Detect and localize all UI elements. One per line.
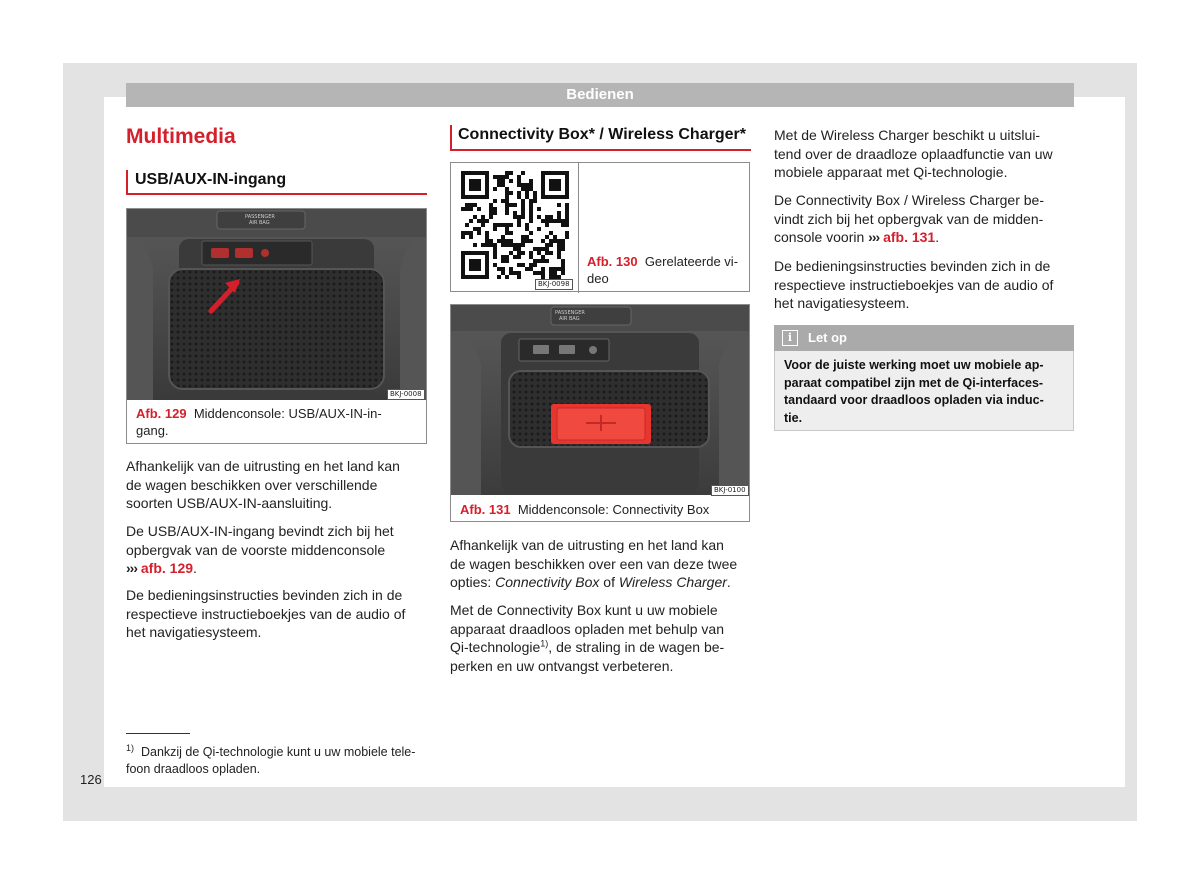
term-connectivity-box: Connectivity Box xyxy=(495,574,600,590)
text-line: de wagen beschikken over een van deze twee xyxy=(450,555,738,572)
note-line: tie. xyxy=(784,410,803,425)
caption-text: Middenconsole: Connectivity Box xyxy=(517,502,710,517)
note-line: Voor de juiste werking moet uw mobiele ap- xyxy=(784,358,1044,372)
text-line: De bedieningsinstructies bevinden zich in de xyxy=(774,258,1051,274)
figure-code: BKJ-0100 xyxy=(711,485,749,496)
console-usb-photo xyxy=(127,209,426,400)
note-line: paraat compatibel zijn met de Qi-interfaces- xyxy=(784,375,1044,390)
text-line: soorten USB/AUX-IN-aansluiting. xyxy=(126,495,333,511)
paragraph-mid-2 xyxy=(450,601,755,675)
figure-number: Afb. 130 xyxy=(587,254,638,269)
airbag-label-1: PASSENGER xyxy=(555,310,585,316)
footnote xyxy=(126,744,426,777)
text-line: opbergvak van de voorste middenconsole xyxy=(126,541,386,558)
subtitle-bar xyxy=(126,170,128,194)
figure-code: BKJ-0098 xyxy=(535,279,573,290)
footnote-mark: 1) xyxy=(126,742,135,753)
figure-129-caption xyxy=(136,405,418,439)
subtitle-usb: USB/AUX-IN-ingang xyxy=(135,171,287,188)
footnote-text-1: Dankzij de Qi-technologie kunt u uw mobiele tele- xyxy=(140,745,416,759)
caption-text-2: deo xyxy=(587,271,609,286)
figure-130 xyxy=(450,162,750,292)
caption-text-1: Middenconsole: USB/AUX-IN-in- xyxy=(193,406,382,421)
text-line: het navigatiesysteem. xyxy=(774,295,910,311)
note-line: tandaard voor draadloos opladen via induc- xyxy=(784,393,1044,407)
text-line: vindt zich bij het opbergvak van de midden- xyxy=(774,210,1044,227)
text-prefix: Qi-technologie xyxy=(450,639,541,655)
text-end: . xyxy=(935,229,940,245)
text-line: De bedieningsinstructies bevinden zich in de xyxy=(126,587,403,603)
reference-arrows: ››› xyxy=(126,560,137,576)
footnote-ref[interactable]: 1) xyxy=(540,638,549,649)
figure-number: Afb. 131 xyxy=(460,502,511,517)
term-wireless-charger: Wireless Charger xyxy=(618,574,727,590)
text-line: De Connectivity Box / Wireless Charger be- xyxy=(774,192,1044,208)
note-header xyxy=(774,325,1074,351)
footnote-rule xyxy=(126,733,190,734)
subtitle-rule xyxy=(126,193,427,195)
text-line: Met de Wireless Charger beschikt u uitslui- xyxy=(774,127,1041,143)
text-line: het navigatiesysteem. xyxy=(126,624,262,640)
text-rest: , de straling in de wagen be- xyxy=(548,639,725,655)
text-line: de wagen beschikken over verschillende xyxy=(126,476,378,493)
airbag-label-2: AIR BAG xyxy=(249,220,270,226)
text-end: . xyxy=(726,574,731,590)
subtitle-rule xyxy=(450,149,751,151)
text-line: Met de Connectivity Box kunt u uw mobiele xyxy=(450,602,718,618)
figure-131-caption xyxy=(460,501,742,518)
airbag-label-2: AIR BAG xyxy=(559,316,580,322)
figure-code: BKJ-0008 xyxy=(387,389,425,400)
paragraph-left-2 xyxy=(126,522,431,578)
text-line: tend over de draadloze oplaadfunctie van uw xyxy=(774,145,1053,162)
airbag-label-1: PASSENGER xyxy=(245,214,275,220)
figure-131 xyxy=(450,304,750,522)
figure-number: Afb. 129 xyxy=(136,406,187,421)
subtitle-bar xyxy=(450,125,452,151)
paragraph-right-1 xyxy=(774,126,1079,182)
paragraph-right-3 xyxy=(774,257,1079,313)
console-charger-photo xyxy=(451,305,749,495)
text-line: respectieve instructieboekjes van de audio of xyxy=(774,276,1054,293)
figure-130-caption xyxy=(587,253,747,287)
page-title: Multimedia xyxy=(126,125,236,148)
caption-text-2: gang. xyxy=(136,423,169,438)
section-band: Bedienen xyxy=(126,83,1074,107)
text-prefix: console voorin xyxy=(774,229,869,245)
qr-code[interactable] xyxy=(461,171,569,279)
footnote-text-2: foon draadloos opladen. xyxy=(126,761,261,776)
figure-link-131[interactable]: afb. 131 xyxy=(883,229,936,245)
text-line: respectieve instructieboekjes van de audio of xyxy=(126,605,406,622)
text-end: . xyxy=(193,560,197,576)
page-number: 126 xyxy=(80,772,102,787)
paragraph-left-3 xyxy=(126,586,431,642)
note-title: Let op xyxy=(808,330,847,345)
text-line: De USB/AUX-IN-ingang bevindt zich bij het xyxy=(126,523,394,539)
text-line: apparaat draadloos opladen met behulp van xyxy=(450,620,724,637)
caption-text-1: Gerelateerde vi- xyxy=(644,254,739,269)
figure-link-129[interactable]: afb. 129 xyxy=(140,560,194,576)
paragraph-left-1 xyxy=(126,457,431,513)
reference-arrows: ››› xyxy=(868,229,880,245)
text-prefix: opties: xyxy=(450,574,496,590)
text-line: perken en uw ontvangst verbeteren. xyxy=(450,657,674,674)
text-mid: of xyxy=(599,574,619,590)
paragraph-right-2 xyxy=(774,191,1079,247)
text-line: Afhankelijk van de uitrusting en het land kan xyxy=(126,458,400,474)
figure-divider xyxy=(578,162,579,293)
paragraph-mid-1 xyxy=(450,536,755,592)
text-line: mobiele apparaat met Qi-technologie. xyxy=(774,164,1008,180)
text-line: Afhankelijk van de uitrusting en het land kan xyxy=(450,537,724,553)
info-icon: i xyxy=(782,330,798,346)
subtitle-connectivity: Connectivity Box* / Wireless Charger* xyxy=(458,126,746,143)
note-body xyxy=(774,351,1074,431)
figure-129 xyxy=(126,208,427,444)
